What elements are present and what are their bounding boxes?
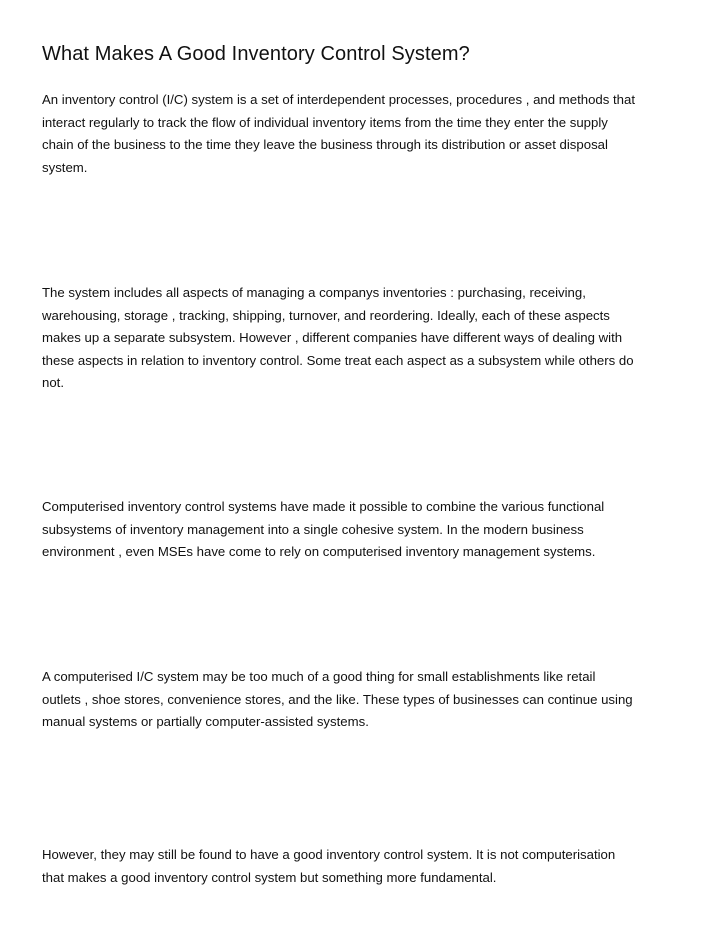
paragraph-line: these aspects in relation to inventory control. Some treat each aspect as a subsystem while others do — [42, 352, 634, 368]
paragraph-line: warehousing, storage , tracking, shipping, turnover, and reordering. Ideally, each of these aspects — [42, 307, 610, 323]
paragraph-ic-definition — [42, 89, 692, 179]
paragraph-line: system. — [42, 159, 88, 175]
paragraph-line: An inventory control (I/C) system is a set of interdependent processes, procedures , and methods that — [42, 92, 636, 107]
paragraph-line: interact regularly to track the flow of individual inventory items from the time they enter the supply — [42, 114, 608, 130]
paragraph-line: makes up a separate subsystem. However , different companies have different ways of dealing with — [42, 330, 623, 345]
paragraph-line: A computerised I/C system may be too much of a good thing for small establishments like retail — [42, 669, 596, 684]
paragraph-small-establishments — [42, 666, 692, 734]
paragraph-line: The system includes all aspects of managing a companys inventories : purchasing, receiving, — [42, 285, 586, 300]
paragraph-line: that makes a good inventory control system but something more fundamental. — [42, 869, 497, 885]
paragraph-line: Computerised inventory control systems have made it possible to combine the various functional — [42, 499, 605, 514]
paragraph-line: subsystems of inventory management into a single cohesive system. In the modern business — [42, 521, 584, 537]
document-title: What Makes A Good Inventory Control System? — [42, 43, 470, 65]
paragraph-line: chain of the business to the time they leave the business through its distribution or asset disposal — [42, 137, 608, 152]
paragraph-line: outlets , shoe stores, convenience stores, and the like. These types of businesses can continue using — [42, 691, 633, 707]
paragraph-line: manual systems or partially computer-assisted systems. — [42, 714, 369, 729]
paragraph-system-aspects — [42, 282, 692, 395]
paragraph-computerised-systems — [42, 496, 692, 564]
paragraph-line: However, they may still be found to have a good inventory control system. It is not computerisation — [42, 847, 616, 862]
paragraph-line: not. — [42, 375, 64, 390]
paragraph-line: environment , even MSEs have come to rely on computerised inventory management systems. — [42, 544, 596, 559]
paragraph-fundamental — [42, 844, 692, 889]
